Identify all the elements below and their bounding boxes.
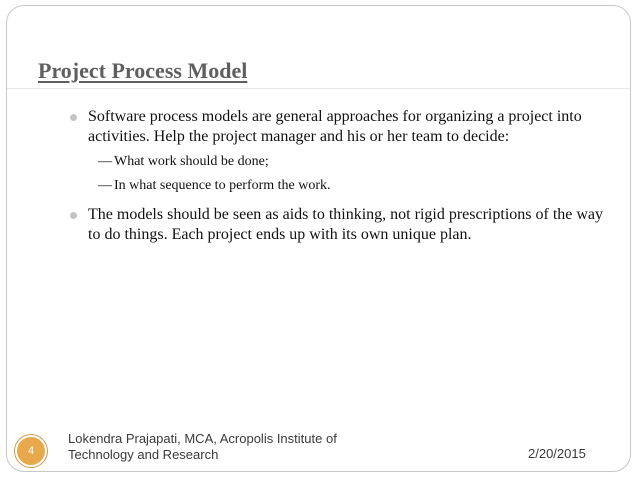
- em-dash: —: [98, 154, 112, 169]
- bullet-item: [70, 205, 610, 245]
- footer-author: Lokendra Prajapati, MCA, Acropolis Institute of Technology and Research: [68, 431, 337, 462]
- footer-date: 2/20/2015: [528, 446, 586, 461]
- bullet-text: Software process models are general approaches for organizing a project into activities. Help the project manager and his or her team to decide:: [88, 108, 582, 145]
- sub-item: [70, 177, 610, 195]
- bullet-text: The models should be seen as aids to thinking, not rigid prescriptions of the way to do things. Each project ends up with its own unique plan.: [88, 206, 604, 243]
- title-divider: [7, 88, 630, 89]
- bullet-item: [70, 107, 610, 147]
- slide-number-badge: 4: [15, 435, 47, 467]
- sub-item-text: What work should be done;: [114, 154, 269, 169]
- sub-item: [70, 153, 610, 171]
- sub-item-text: In what sequence to perform the work.: [114, 178, 331, 193]
- slide-content: [70, 107, 610, 251]
- bullet-dot-icon: [70, 212, 77, 219]
- em-dash: —: [98, 178, 112, 193]
- bullet-dot-icon: [70, 114, 77, 121]
- slide-title: Project Process Model: [38, 58, 248, 83]
